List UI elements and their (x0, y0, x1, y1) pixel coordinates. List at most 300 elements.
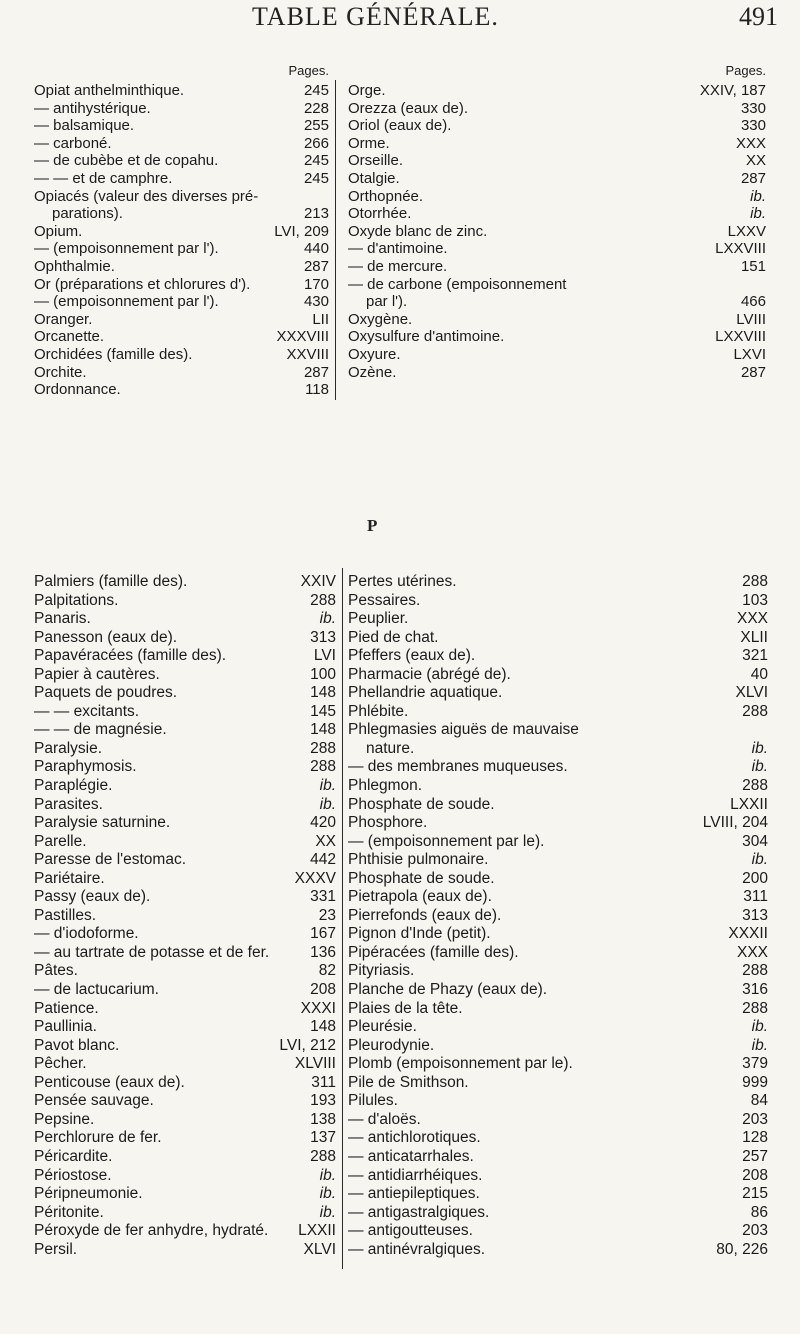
index-entry (34, 684, 336, 703)
index-entry (348, 205, 766, 223)
index-entry (34, 1092, 336, 1111)
entry-page-ref: 288 (310, 758, 336, 776)
entry-term: Paraphymosis. (34, 758, 137, 776)
entry-term: — carboné. (34, 134, 112, 152)
index-entry (348, 925, 768, 944)
entry-term: Persil. (34, 1240, 78, 1258)
entry-page-ref: 330 (740, 99, 766, 117)
entry-page-ref: 255 (303, 117, 329, 135)
index-entry (34, 1129, 336, 1148)
index-entry (34, 888, 336, 907)
entry-term: — anticatarrhales. (348, 1147, 474, 1165)
index-entry (34, 870, 336, 889)
index-entry (34, 328, 329, 346)
entry-term: Plaies de la tête. (348, 999, 463, 1017)
index-entry (34, 629, 336, 648)
entry-page-ref: 245 (303, 82, 329, 99)
entry-term: Orseille. (348, 152, 404, 170)
entry-term: Pastilles. (34, 906, 97, 924)
index-entry (348, 100, 766, 118)
index-entry (34, 1055, 336, 1074)
index-entry (34, 740, 336, 759)
entry-page-ref: 311 (743, 888, 768, 906)
entry-page-ref: 288 (310, 591, 336, 609)
entry-term: Pertes utérines. (348, 573, 457, 590)
entry-page-ref: XXX (736, 610, 768, 628)
entry-page-ref: 86 (750, 1203, 768, 1221)
entry-page-ref: XLVI (303, 1240, 336, 1258)
entry-page-ref: XXIV (300, 573, 336, 590)
entry-term: — antigastralgiques. (348, 1203, 490, 1221)
entry-term: Pâtes. (34, 962, 78, 980)
index-entry (34, 117, 329, 135)
entry-term: par l'). (366, 293, 408, 311)
entry-page-ref: 208 (310, 981, 336, 999)
entry-page-ref: ib. (319, 777, 336, 795)
index-entry (348, 870, 768, 889)
entry-term: Pied de chat. (348, 628, 439, 646)
entry-page-ref: 266 (303, 134, 329, 152)
entry-term: Plomb (empoisonnement par le). (348, 1055, 573, 1073)
entry-page-ref: LVI, 209 (274, 222, 329, 240)
index-entry (348, 758, 768, 777)
index-entry (348, 962, 768, 981)
entry-page-ref: 287 (740, 363, 766, 381)
index-entry (34, 276, 329, 294)
entry-page-ref: 228 (303, 99, 329, 117)
entry-page-ref: ib. (319, 1185, 336, 1203)
entry-page-ref: ib. (751, 1036, 768, 1054)
entry-page-ref: 167 (310, 925, 336, 943)
entry-term: — — de magnésie. (34, 721, 167, 739)
entry-term: Pietrapola (eaux de). (348, 888, 492, 906)
entry-term: Oxyde blanc de zinc. (348, 222, 488, 240)
index-entry (34, 1037, 336, 1056)
entry-page-ref: ib. (751, 1018, 768, 1036)
entry-term: Or (préparations et chlorures d'). (34, 275, 251, 293)
index-entry (34, 758, 336, 777)
entry-term: Planche de Phazy (eaux de). (348, 981, 548, 999)
entry-page-ref: XLVI (735, 684, 768, 702)
entry-term: Otorrhée. (348, 205, 412, 223)
entry-page-ref: 145 (310, 702, 336, 720)
index-entry (34, 1074, 336, 1093)
index-entry (348, 1167, 768, 1186)
entry-page-ref: LVI, 212 (279, 1036, 336, 1054)
entry-term: Orezza (eaux de). (348, 99, 469, 117)
index-entry (348, 1037, 768, 1056)
entry-term: Péricardite. (34, 1147, 113, 1165)
entry-term: Phosphore. (348, 814, 428, 832)
entry-term: Oranger. (34, 310, 93, 328)
entry-term: — de lactucarium. (34, 981, 159, 999)
entry-page-ref: 288 (742, 962, 768, 980)
index-entry (34, 981, 336, 1000)
entry-page-ref: ib. (751, 739, 768, 757)
entry-term: Pepsine. (34, 1110, 95, 1128)
entry-term: Pêcher. (34, 1055, 87, 1073)
index-column-bottom-right (348, 573, 768, 1259)
entry-term: — — excitants. (34, 702, 140, 720)
index-entry (34, 1148, 336, 1167)
entry-term: — d'antimoine. (348, 240, 448, 258)
entry-term: Pleurodynie. (348, 1036, 435, 1054)
entry-page-ref: 288 (742, 999, 768, 1017)
entry-page-ref: LII (312, 310, 329, 328)
index-entry (348, 276, 766, 294)
entry-term: Paralysie saturnine. (34, 814, 171, 832)
entry-page-ref: 311 (311, 1073, 336, 1091)
entry-page-ref: 287 (740, 169, 766, 187)
entry-term: Oxysulfure d'antimoine. (348, 328, 505, 346)
entry-term: Peuplier. (348, 610, 409, 628)
entry-page-ref: LXVI (733, 345, 766, 363)
entry-page-ref: 245 (303, 169, 329, 187)
entry-page-ref: XX (745, 152, 766, 170)
index-entry (34, 205, 329, 223)
entry-page-ref: 257 (742, 1147, 768, 1165)
entry-term: Péritonite. (34, 1203, 104, 1221)
entry-page-ref: XXXV (294, 869, 336, 887)
entry-term: Orge. (348, 82, 386, 99)
entry-term: — (empoisonnement par l'). (34, 240, 219, 258)
index-entry (348, 888, 768, 907)
entry-term: Pipéracées (famille des). (348, 943, 519, 961)
entry-page-ref: 151 (740, 257, 766, 275)
index-entry (34, 311, 329, 329)
entry-term: Phellandrie aquatique. (348, 684, 503, 702)
index-entry (34, 1000, 336, 1019)
entry-term: Pharmacie (abrégé de). (348, 665, 511, 683)
entry-page-ref: LXXII (730, 795, 768, 813)
entry-term: Penticouse (eaux de). (34, 1073, 185, 1091)
index-entry (348, 152, 766, 170)
column-divider-top (335, 80, 336, 400)
index-entry (34, 610, 336, 629)
entry-term: Péripneumonie. (34, 1185, 143, 1203)
entry-term: Papavéracées (famille des). (34, 647, 227, 665)
index-entry (34, 796, 336, 815)
index-entry (34, 592, 336, 611)
page-header (0, 2, 800, 32)
index-entry (348, 684, 768, 703)
entry-term: Pilules. (348, 1092, 398, 1110)
entry-term: — de cubèbe et de copahu. (34, 152, 219, 170)
entry-page-ref: LVIII (736, 310, 766, 328)
entry-term: — au tartrate de potasse et de fer. (34, 943, 270, 961)
index-entry (34, 258, 329, 276)
entry-term: Pessaires. (348, 591, 421, 609)
entry-term: Oriol (eaux de). (348, 117, 452, 135)
index-entry (34, 944, 336, 963)
entry-page-ref: 82 (318, 962, 336, 980)
index-entry (34, 777, 336, 796)
entry-page-ref: ib. (319, 1166, 336, 1184)
index-entry (348, 1111, 768, 1130)
entry-page-ref: LVIII, 204 (702, 814, 768, 832)
index-entry (34, 833, 336, 852)
entry-term: Orme. (348, 134, 390, 152)
index-entry (34, 152, 329, 170)
index-column-bottom-left (34, 573, 336, 1259)
index-entry (348, 1074, 768, 1093)
entry-term: Paresse de l'estomac. (34, 851, 187, 869)
index-entry (348, 851, 768, 870)
index-entry (348, 796, 768, 815)
entry-page-ref: 245 (303, 152, 329, 170)
entry-page-ref: LXXVIII (715, 240, 766, 258)
entry-term: Pile de Smithson. (348, 1073, 469, 1091)
entry-page-ref: 321 (742, 647, 768, 665)
entry-page-ref: 136 (310, 943, 336, 961)
entry-term: Parelle. (34, 832, 87, 850)
entry-term: Otalgie. (348, 169, 400, 187)
entry-page-ref: 170 (303, 275, 329, 293)
entry-page-ref: 215 (742, 1185, 768, 1203)
entry-page-ref: LXXV (727, 222, 766, 240)
index-entry (34, 135, 329, 153)
entry-term: Panesson (eaux de). (34, 628, 178, 646)
entry-page-ref: 100 (310, 665, 336, 683)
entry-page-ref: 288 (742, 573, 768, 590)
entry-page-ref: LVI (313, 647, 336, 665)
entry-page-ref: 103 (742, 591, 768, 609)
entry-page-ref: 999 (742, 1073, 768, 1091)
entry-page-ref: LXXII (298, 1222, 336, 1240)
entry-term: Phlegmon. (348, 777, 423, 795)
index-entry (34, 666, 336, 685)
entry-page-ref: LXXVIII (715, 328, 766, 346)
entry-page-ref: XXX (735, 134, 766, 152)
section-letter: P (367, 516, 378, 535)
pages-label: Pages. (288, 63, 329, 78)
entry-term: — de carbone (empoisonnement (348, 275, 567, 293)
index-entry (348, 135, 766, 153)
entry-page-ref: 288 (310, 1147, 336, 1165)
entry-page-ref: 288 (742, 702, 768, 720)
column-divider-bottom (342, 568, 343, 1269)
entry-page-ref: 203 (742, 1110, 768, 1128)
pages-label: Pages. (725, 63, 766, 78)
index-entry (348, 328, 766, 346)
entry-term: Paraplégie. (34, 777, 113, 795)
index-column-top-right (348, 63, 766, 381)
entry-term: — balsamique. (34, 117, 135, 135)
entry-page-ref: 148 (310, 1018, 336, 1036)
index-entry (348, 647, 768, 666)
entry-page-ref: 288 (742, 777, 768, 795)
index-entry (34, 1185, 336, 1204)
index-entry (34, 573, 336, 592)
entry-term: Orthopnée. (348, 187, 424, 205)
entry-page-ref: 203 (742, 1222, 768, 1240)
entry-term: Orchidées (famille des). (34, 345, 193, 363)
entry-page-ref: XXX (736, 943, 768, 961)
entry-page-ref: 379 (742, 1055, 768, 1073)
entry-term: Phosphate de soude. (348, 795, 495, 813)
index-entry (348, 944, 768, 963)
entry-term: Opiat anthelminthique. (34, 82, 185, 99)
entry-term: Pierrefonds (eaux de). (348, 906, 502, 924)
entry-term: — antihystérique. (34, 99, 151, 117)
index-entry (34, 721, 336, 740)
index-entry (34, 703, 336, 722)
index-entry (34, 814, 336, 833)
entry-page-ref: XLVIII (294, 1055, 336, 1073)
entry-term: — antigoutteuses. (348, 1222, 473, 1240)
entry-term: Perchlorure de fer. (34, 1129, 162, 1147)
entry-term: Pignon d'Inde (petit). (348, 925, 491, 943)
entry-term: Palpitations. (34, 591, 119, 609)
entry-term: Pensée sauvage. (34, 1092, 154, 1110)
entry-page-ref: 148 (310, 684, 336, 702)
entry-page-ref: 313 (742, 906, 768, 924)
index-entry (348, 170, 766, 188)
entry-term: Péroxyde de fer anhydre, hydraté. (34, 1222, 269, 1240)
index-entry (348, 666, 768, 685)
index-entry (34, 925, 336, 944)
entry-page-ref: 193 (310, 1092, 336, 1110)
entry-term: — (empoisonnement par le). (348, 832, 545, 850)
index-entry (348, 311, 766, 329)
index-entry (34, 240, 329, 258)
entry-page-ref: 148 (310, 721, 336, 739)
index-entry (348, 364, 766, 382)
entry-page-ref: 118 (305, 381, 329, 399)
entry-page-ref: 288 (310, 739, 336, 757)
index-entry (34, 188, 329, 206)
entry-term: — antiepileptiques. (348, 1185, 480, 1203)
entry-term: Pleurésie. (348, 1018, 417, 1036)
entry-term: Orchite. (34, 363, 87, 381)
index-entry (348, 1185, 768, 1204)
entry-page-ref: XXVIII (286, 345, 329, 363)
entry-page-ref: 208 (742, 1166, 768, 1184)
entry-page-ref: XXXVIII (276, 328, 329, 346)
entry-page-ref: ib. (751, 758, 768, 776)
entry-page-ref: ib. (750, 205, 766, 223)
entry-term: parations). (52, 205, 123, 223)
index-entry (348, 610, 768, 629)
index-entry (348, 82, 766, 100)
index-entry (348, 1092, 768, 1111)
entry-term: Périostose. (34, 1166, 112, 1184)
index-entry (34, 381, 329, 399)
index-entry (34, 907, 336, 926)
index-entry (348, 1241, 768, 1260)
entry-term: Phlébite. (348, 702, 409, 720)
entry-page-ref: 40 (750, 665, 768, 683)
entry-page-ref: 200 (742, 869, 768, 887)
entry-term: Paralysie. (34, 739, 103, 757)
index-entry (348, 573, 768, 592)
entry-page-ref: ib. (750, 187, 766, 205)
index-entry (348, 703, 768, 722)
index-entry (348, 1000, 768, 1019)
entry-term: — antidiarrhéiques. (348, 1166, 483, 1184)
entry-page-ref: 287 (303, 257, 329, 275)
index-entry (348, 1055, 768, 1074)
entry-page-ref: 331 (310, 888, 336, 906)
entry-term: Pfeffers (eaux de). (348, 647, 476, 665)
page-number: 491 (739, 2, 778, 31)
running-title: TABLE GÉNÉRALE. (252, 2, 499, 31)
index-entry (34, 223, 329, 241)
entry-term: Paquets de poudres. (34, 684, 178, 702)
entry-page-ref: XX (315, 832, 336, 850)
index-entry (348, 1129, 768, 1148)
entry-term: Oxygène. (348, 310, 413, 328)
entry-term: Ophthalmie. (34, 257, 115, 275)
entry-term: Pariétaire. (34, 869, 105, 887)
index-entry (348, 981, 768, 1000)
index-entry (34, 962, 336, 981)
entry-page-ref: XXXI (300, 999, 336, 1017)
entry-page-ref: 137 (310, 1129, 336, 1147)
entry-page-ref: XXIV, 187 (699, 82, 766, 99)
entry-page-ref: ib. (751, 851, 768, 869)
index-entry (348, 1018, 768, 1037)
entry-term: Patience. (34, 999, 99, 1017)
index-entry (348, 1148, 768, 1167)
index-entry (348, 777, 768, 796)
index-column-top-left (34, 63, 329, 399)
entry-term: — d'aloës. (348, 1110, 421, 1128)
index-entry (348, 117, 766, 135)
entry-term: Phthisie pulmonaire. (348, 851, 489, 869)
entry-page-ref: ib. (319, 795, 336, 813)
entry-term: Ordonnance. (34, 381, 121, 399)
entry-term: — antichlorotiques. (348, 1129, 481, 1147)
entry-term: — antinévralgiques. (348, 1240, 485, 1258)
index-entry (34, 346, 329, 364)
entry-page-ref: 466 (740, 293, 766, 311)
entry-term: Papier à cautères. (34, 665, 160, 683)
entry-page-ref: 330 (740, 117, 766, 135)
entry-page-ref: 23 (318, 906, 336, 924)
entry-term: — (empoisonnement par l'). (34, 293, 219, 311)
index-entry (34, 1018, 336, 1037)
entry-term: Phosphate de soude. (348, 869, 495, 887)
entry-term: — — et de camphre. (34, 169, 173, 187)
entry-page-ref: 80, 226 (716, 1240, 768, 1258)
entry-term: Oxyure. (348, 345, 401, 363)
index-entry (348, 293, 766, 311)
index-entry (348, 346, 766, 364)
entry-term: Parasites. (34, 795, 103, 813)
index-entry (34, 1204, 336, 1223)
index-entry (348, 592, 768, 611)
index-entry (348, 240, 766, 258)
entry-term: nature. (366, 739, 415, 757)
entry-page-ref: 128 (742, 1129, 768, 1147)
index-entry (34, 1222, 336, 1241)
entry-page-ref: XLII (740, 628, 768, 646)
entry-term: Orcanette. (34, 328, 105, 346)
index-entry (348, 907, 768, 926)
entry-page-ref: 138 (310, 1110, 336, 1128)
entry-page-ref: 304 (742, 832, 768, 850)
index-entry (348, 1204, 768, 1223)
index-entry (34, 100, 329, 118)
entry-page-ref: 313 (310, 628, 336, 646)
index-entry (348, 258, 766, 276)
index-entry (348, 1222, 768, 1241)
entry-term: Paullinia. (34, 1018, 97, 1036)
entry-page-ref: 84 (750, 1092, 768, 1110)
index-entry (348, 721, 768, 740)
entry-page-ref: 316 (742, 981, 768, 999)
